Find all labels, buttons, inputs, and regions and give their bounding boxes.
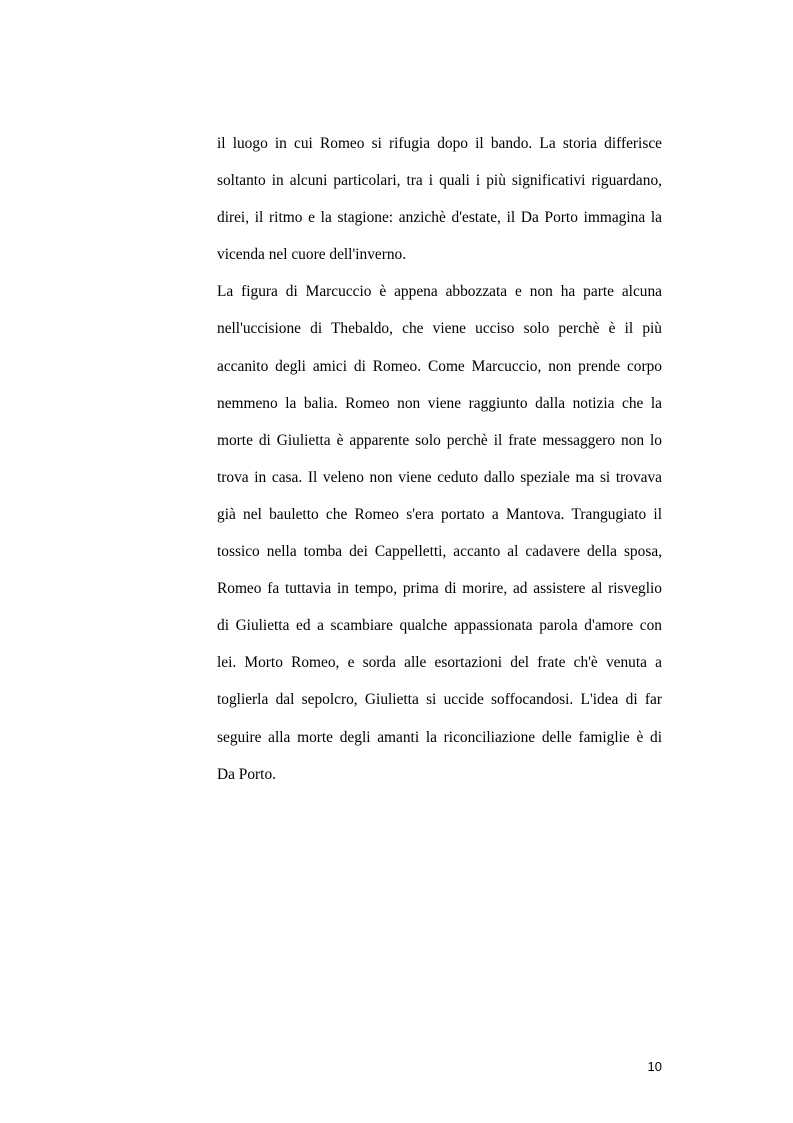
text-line: vicenda nel cuore dell'inverno. <box>217 246 407 264</box>
page-number: 10 <box>647 1059 662 1074</box>
text-line: trova in casa. Il veleno non viene ceduto dallo speziale ma si trovava <box>217 468 662 486</box>
text-line: seguire alla morte degli amanti la riconciliazione delle famiglie è di <box>217 728 662 746</box>
text-line: soltanto in alcuni particolari, tra i quali i più significativi riguardano, <box>217 172 662 190</box>
text-line: Romeo fa tuttavia in tempo, prima di morire, ad assistere al risveglio <box>217 580 662 598</box>
text-line: morte di Giulietta è apparente solo perchè il frate messaggero non lo <box>217 431 662 449</box>
text-line: Da Porto. <box>217 765 276 783</box>
text-line: tossico nella tomba dei Cappelletti, accanto al cadavere della sposa, <box>217 543 662 561</box>
text-line: accanito degli amici di Romeo. Come Marcuccio, non prende corpo <box>217 357 662 375</box>
text-line: il luogo in cui Romeo si rifugia dopo il bando. La storia differisce <box>217 135 662 152</box>
body-text <box>217 130 662 798</box>
text-line: già nel bauletto che Romeo s'era portato a Mantova. Trangugiato il <box>217 505 662 523</box>
paragraph-1 <box>217 130 662 278</box>
text-line: nell'uccisione di Thebaldo, che viene ucciso solo perchè è il più <box>217 320 662 338</box>
text-line: direi, il ritmo e la stagione: anzichè d'estate, il Da Porto immagina la <box>217 209 662 227</box>
text-line: lei. Morto Romeo, e sorda alle esortazioni del frate ch'è venuta a <box>217 654 662 672</box>
text-line: di Giulietta ed a scambiare qualche appassionata parola d'amore con <box>217 617 662 635</box>
text-line: nemmeno la balia. Romeo non viene raggiunto dalla notizia che la <box>217 394 662 412</box>
paragraph-2 <box>217 278 662 797</box>
text-line: La figura di Marcuccio è appena abbozzata e non ha parte alcuna <box>217 283 662 301</box>
text-line: toglierla dal sepolcro, Giulietta si uccide soffocandosi. L'idea di far <box>217 691 662 709</box>
